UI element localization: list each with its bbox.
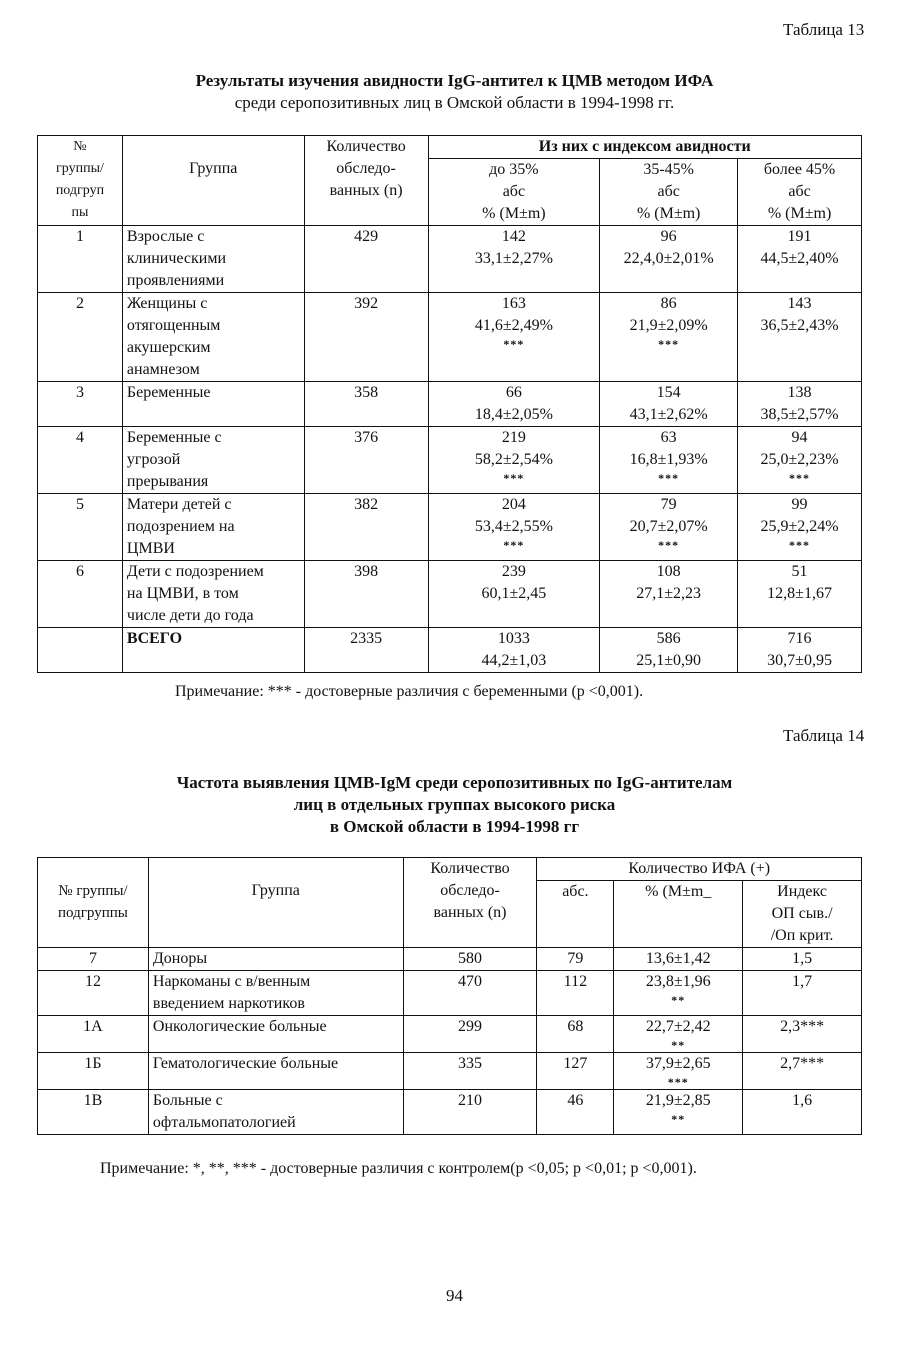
row-count: 358 (304, 382, 428, 427)
row-pct: 21,9±2,85 ** (614, 1090, 743, 1135)
row-num: 6 (38, 561, 123, 628)
row-num: 5 (38, 494, 123, 561)
t14-header-abs: абс. (537, 881, 614, 948)
row-count: 580 (403, 948, 537, 971)
row-avidity-2: 96 22,4,0±2,01% (600, 226, 738, 293)
table-row (38, 628, 862, 673)
row-num: 12 (38, 971, 149, 1016)
table-row (38, 561, 862, 628)
t14-header-count: Количество обследо- ванных (n) (403, 858, 537, 948)
t14-header-span: Количество ИФА (+) (537, 858, 862, 881)
table-13-title-line2: среди серопозитивных лиц в Омской области в 1994-1998 гг. (234, 93, 675, 112)
header-avidity-span: Из них с индексом авидности (428, 136, 861, 159)
row-count: 392 (304, 293, 428, 382)
table-14-label: Таблица 14 (783, 726, 865, 745)
row-count: 470 (403, 971, 537, 1016)
header-sub-3: более 45% абс % (M±m) (738, 159, 862, 226)
header-sub-2: 35-45% абс % (M±m) (600, 159, 738, 226)
row-num: 2 (38, 293, 123, 382)
table-13-note: Примечание: *** - достоверные различия с беременными (p <0,001). (175, 683, 644, 700)
row-count: 382 (304, 494, 428, 561)
t14-header-pct: % (M±m_ (614, 881, 743, 948)
row-group: Взрослые с клиническими проявлениями (122, 226, 304, 293)
row-abs: 112 (537, 971, 614, 1016)
table-row (38, 382, 862, 427)
table-row (38, 948, 862, 971)
row-avidity-3: 51 12,8±1,67 (738, 561, 862, 628)
row-avidity-1: 204 53,4±2,55% *** (428, 494, 600, 561)
row-pct: 23,8±1,96 ** (614, 971, 743, 1016)
row-avidity-1: 66 18,4±2,05% (428, 382, 600, 427)
row-index: 2,7*** (743, 1053, 862, 1090)
table-row (38, 494, 862, 561)
table-14-title: Частота выявления ЦМВ-IgM среди серопозитивных по IgG-антителам лиц в отдельных группах высокого риска в Омской области в 1994-1998 гг (176, 773, 733, 836)
header-sub-1: до 35% абс % (M±m) (428, 159, 600, 226)
row-avidity-3: 191 44,5±2,40% (738, 226, 862, 293)
row-avidity-2: 79 20,7±2,07% *** (600, 494, 738, 561)
t14-header-num: № группы/ подгруппы (38, 858, 149, 948)
row-avidity-2: 108 27,1±2,23 (600, 561, 738, 628)
row-avidity-3: 94 25,0±2,23% *** (738, 427, 862, 494)
row-num: 3 (38, 382, 123, 427)
table-row (38, 226, 862, 293)
row-index: 1,6 (743, 1090, 862, 1135)
row-avidity-2: 63 16,8±1,93% *** (600, 427, 738, 494)
row-num: 1Б (38, 1053, 149, 1090)
table-13-title (0, 70, 909, 114)
row-avidity-1: 239 60,1±2,45 (428, 561, 600, 628)
row-avidity-3: 143 36,5±2,43% (738, 293, 862, 382)
row-num: 7 (38, 948, 149, 971)
table-row (38, 1016, 862, 1053)
row-avidity-2: 586 25,1±0,90 (600, 628, 738, 673)
table-row (38, 293, 862, 382)
row-avidity-1: 163 41,6±2,49% *** (428, 293, 600, 382)
table-13-label: Таблица 13 (783, 20, 865, 39)
row-group: Доноры (148, 948, 403, 971)
header-num: № группы/ подгруп пы (38, 136, 123, 226)
row-pct: 13,6±1,42 (614, 948, 743, 971)
row-num: 1В (38, 1090, 149, 1135)
row-pct: 37,9±2,65 *** (614, 1053, 743, 1090)
row-count: 299 (403, 1016, 537, 1053)
row-avidity-1: 1033 44,2±1,03 (428, 628, 600, 673)
t14-header-group: Группа (148, 858, 403, 948)
table-row (38, 971, 862, 1016)
t14-header-idx: Индекс ОП сыв./ /Оп крит. (743, 881, 862, 948)
row-group: Беременные с угрозой прерывания (122, 427, 304, 494)
row-count: 429 (304, 226, 428, 293)
row-count: 398 (304, 561, 428, 628)
page-number: 94 (446, 1286, 463, 1305)
row-avidity-3: 138 38,5±2,57% (738, 382, 862, 427)
table-14-note: Примечание: *, **, *** - достоверные различия с контролем(p <0,05; p <0,01; p <0,001). (100, 1160, 697, 1177)
row-avidity-2: 86 21,9±2,09% *** (600, 293, 738, 382)
header-group: Группа (122, 136, 304, 226)
row-group: Больные с офтальмопатологией (148, 1090, 403, 1135)
row-index: 1,7 (743, 971, 862, 1016)
row-group: Наркоманы с в/венным введением наркотиков (148, 971, 403, 1016)
row-group: Матери детей с подозрением на ЦМВИ (122, 494, 304, 561)
row-group: Дети с подозрением на ЦМВИ, в том числе дети до года (122, 561, 304, 628)
row-avidity-1: 142 33,1±2,27% (428, 226, 600, 293)
row-group: Женщины с отягощенным акушерским анамнезом (122, 293, 304, 382)
row-group: Онкологические больные (148, 1016, 403, 1053)
table-13-title-line1: Результаты изучения авидности IgG-антител к ЦМВ методом ИФА (195, 71, 714, 90)
table-13 (37, 135, 862, 673)
row-group: ВСЕГО (122, 628, 304, 673)
row-count: 376 (304, 427, 428, 494)
row-count: 210 (403, 1090, 537, 1135)
row-abs: 127 (537, 1053, 614, 1090)
table-14 (37, 857, 862, 1135)
row-avidity-2: 154 43,1±2,62% (600, 382, 738, 427)
table-row (38, 1090, 862, 1135)
row-avidity-1: 219 58,2±2,54% *** (428, 427, 600, 494)
row-group: Гематологические больные (148, 1053, 403, 1090)
row-avidity-3: 716 30,7±0,95 (738, 628, 862, 673)
row-index: 2,3*** (743, 1016, 862, 1053)
table-row (38, 427, 862, 494)
header-count: Количество обследо- ванных (n) (304, 136, 428, 226)
row-num (38, 628, 123, 673)
row-num: 4 (38, 427, 123, 494)
row-pct: 22,7±2,42 ** (614, 1016, 743, 1053)
row-index: 1,5 (743, 948, 862, 971)
row-num: 1 (38, 226, 123, 293)
row-abs: 79 (537, 948, 614, 971)
row-group: Беременные (122, 382, 304, 427)
table-row (38, 1053, 862, 1090)
row-count: 2335 (304, 628, 428, 673)
row-num: 1А (38, 1016, 149, 1053)
row-abs: 46 (537, 1090, 614, 1135)
row-avidity-3: 99 25,9±2,24% *** (738, 494, 862, 561)
row-abs: 68 (537, 1016, 614, 1053)
row-count: 335 (403, 1053, 537, 1090)
